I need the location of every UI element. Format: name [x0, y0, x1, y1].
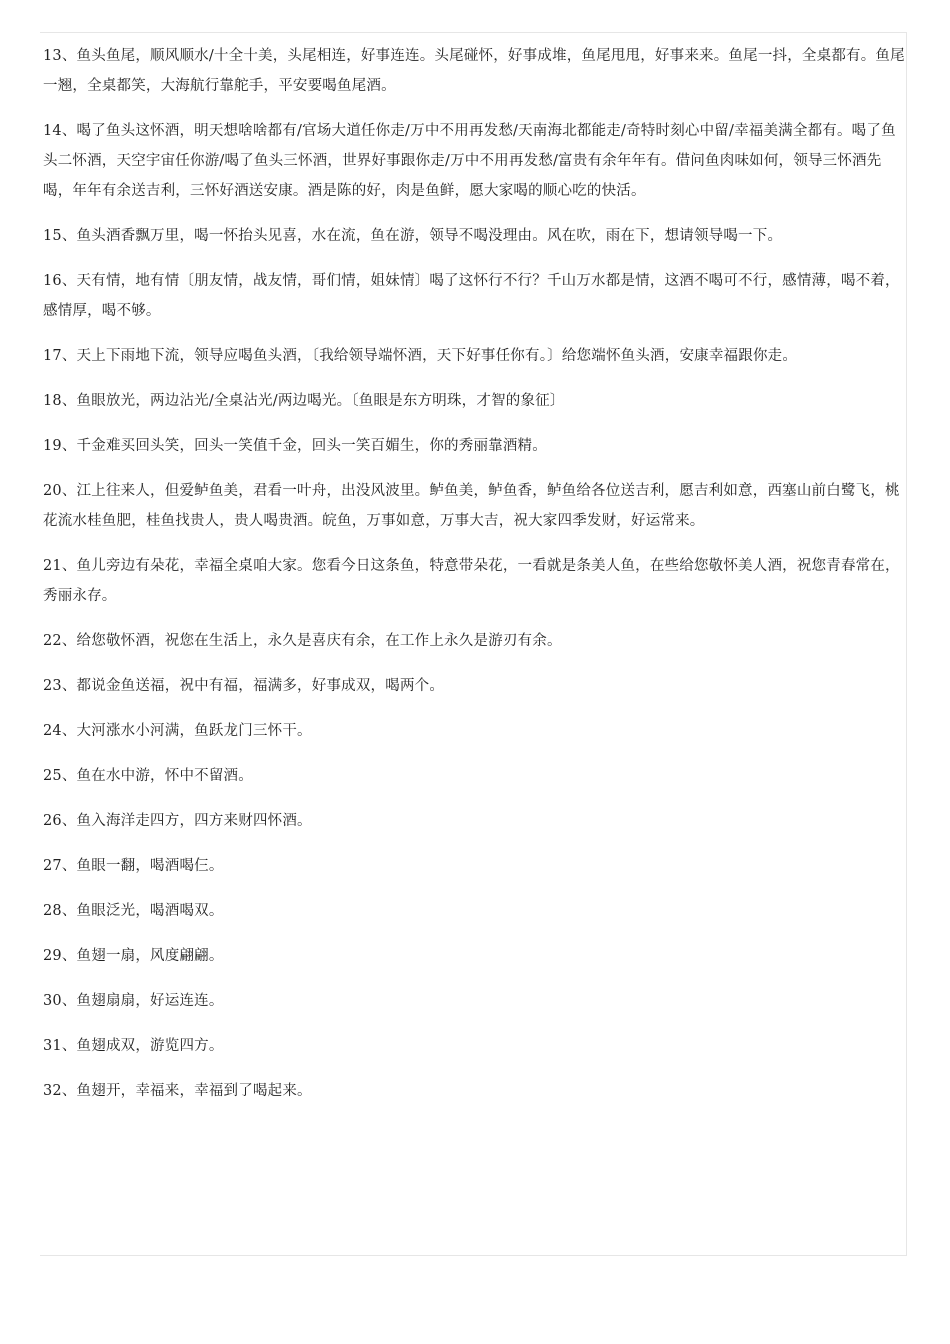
paragraph-22: 22、给您敬怀酒，祝您在生活上，永久是喜庆有余，在工作上永久是游刃有余。 [43, 633, 562, 649]
paragraph-28: 28、鱼眼泛光，喝酒喝双。 [43, 903, 224, 919]
paragraph-19: 19、千金难买回头笑，回头一笑值千金，回头一笑百媚生，你的秀丽靠酒精。 [43, 438, 547, 454]
paragraph-27: 27、鱼眼一翻，喝酒喝仨。 [43, 858, 224, 874]
paragraph-20: 20、江上往来人，但爱鲈鱼美，君看一叶舟，出没风波里。鲈鱼美，鲈鱼香，鲈鱼给各位送吉利，愿吉利如意，西塞山前白鹭飞，桃花流水桂鱼肥，桂鱼找贵人，贵人喝贵酒。皖鱼，万事如意，万事大吉，祝大家四季发财，好运常来。 [43, 483, 900, 529]
paragraph-17: 17、天上下雨地下流，领导应喝鱼头酒，〔我给领导端怀酒，天下好事任你有。〕给您端怀鱼头酒，安康幸福跟你走。 [43, 348, 798, 364]
paragraph-21: 21、鱼儿旁边有朵花，幸福全桌咱大家。您看今日这条鱼，特意带朵花，一看就是条美人鱼，在些给您敬怀美人酒，祝您青春常在，秀丽永存。 [43, 558, 900, 604]
document-body [43, 41, 905, 1121]
paragraph-14: 14、喝了鱼头这怀酒，明天想啥啥都有/官场大道任你走/万中不用再发愁/天南海北都能走/奇特时刻心中留/幸福美满全都有。喝了鱼头二怀酒，天空宇宙任你游/喝了鱼头三怀酒，世界好事跟你走/万中不用再发愁/富贵有余年年有。借问鱼肉味如何，领导三怀酒先喝，年年有余送吉利，三怀好酒送安康。酒是陈的好，肉是鱼鲜，愿大家喝的顺心吃的快活。 [43, 123, 896, 199]
paragraph-26: 26、鱼入海洋走四方，四方来财四怀酒。 [43, 813, 312, 829]
paragraph-13: 13、鱼头鱼尾，顺风顺水/十全十美，头尾相连，好事连连。头尾碰怀，好事成堆，鱼尾甩甩，好事来来。鱼尾一抖，全桌都有。鱼尾一翘，全桌都笑，大海航行靠舵手，平安要喝鱼尾酒。 [43, 48, 905, 94]
paragraph-15: 15、鱼头酒香飘万里，喝一怀抬头见喜，水在流，鱼在游，领导不喝没理由。风在吹，雨在下，想请领导喝一下。 [43, 228, 783, 244]
paragraph-16: 16、天有情，地有情〔朋友情，战友情，哥们情，姐妹情〕喝了这怀行不行？千山万水都是情，这酒不喝可不行，感情薄，喝不着，感情厚，喝不够。 [43, 273, 900, 319]
paragraph-18: 18、鱼眼放光，两边沾光/全桌沾光/两边喝光。〔鱼眼是东方明珠，才智的象征〕 [43, 393, 565, 409]
paragraph-30: 30、鱼翅扇扇，好运连连。 [43, 993, 224, 1009]
paragraph-24: 24、大河涨水小河满，鱼跃龙门三怀干。 [43, 723, 312, 739]
paragraph-32: 32、鱼翅开，幸福来，幸福到了喝起来。 [43, 1083, 312, 1099]
paragraph-31: 31、鱼翅成双，游览四方。 [43, 1038, 224, 1054]
paragraph-23: 23、都说金鱼送福，祝中有福，福满多，好事成双，喝两个。 [43, 678, 445, 694]
paragraph-25: 25、鱼在水中游，怀中不留酒。 [43, 768, 253, 784]
paragraph-29: 29、鱼翅一扇，风度翩翩。 [43, 948, 224, 964]
